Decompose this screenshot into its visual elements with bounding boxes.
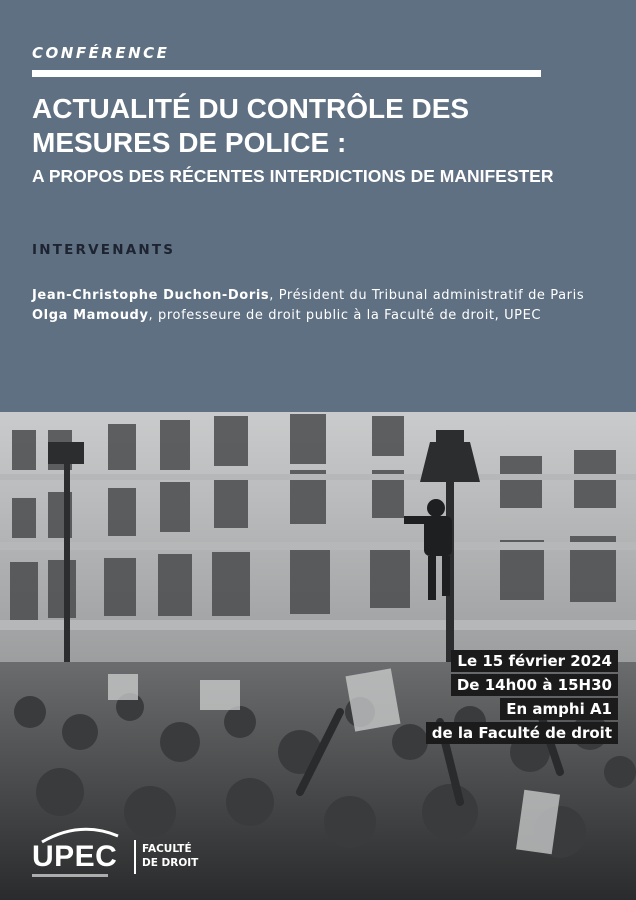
event-room: En amphi A1 bbox=[500, 698, 618, 720]
speaker-role: , Président du Tribunal administratif de Paris bbox=[269, 288, 585, 303]
event-place: de la Faculté de droit bbox=[426, 722, 618, 744]
speaker-item bbox=[32, 306, 592, 326]
faculty-line-2: DE DROIT bbox=[142, 857, 199, 869]
header-panel bbox=[0, 0, 636, 412]
faculty-line-1: FACULTÉ bbox=[142, 843, 192, 855]
speaker-name: Olga Mamoudy bbox=[32, 307, 149, 323]
logo-tagline-bar bbox=[32, 874, 108, 877]
speakers-list bbox=[32, 286, 592, 325]
speaker-name: Jean-Christophe Duchon-Doris bbox=[32, 288, 270, 303]
event-date-line bbox=[388, 650, 618, 672]
conference-subtitle: A PROPOS DES RÉCENTES INTERDICTIONS DE MANIFESTER bbox=[32, 166, 554, 186]
logo-wordmark: UPEC bbox=[32, 840, 118, 873]
speakers-heading: INTERVENANTS bbox=[32, 242, 176, 258]
speaker-role: , professeure de droit public à la Faculté de droit, UPEC bbox=[148, 307, 542, 323]
divider-bar bbox=[32, 70, 541, 77]
faculty-label bbox=[142, 842, 202, 870]
event-time-line bbox=[388, 674, 618, 696]
event-details bbox=[388, 650, 618, 746]
upec-logo bbox=[30, 826, 200, 886]
speaker-item bbox=[32, 286, 592, 306]
conference-title: ACTUALITÉ DU CONTRÔLE DES MESURES DE POLICE : bbox=[32, 93, 470, 158]
event-time: De 14h00 à 15H30 bbox=[451, 674, 618, 696]
event-date: Le 15 février 2024 bbox=[451, 650, 618, 672]
event-type-label: CONFÉRENCE bbox=[32, 44, 170, 62]
event-room-line bbox=[388, 698, 618, 720]
event-place-line bbox=[388, 722, 618, 744]
logo-divider bbox=[134, 840, 136, 874]
